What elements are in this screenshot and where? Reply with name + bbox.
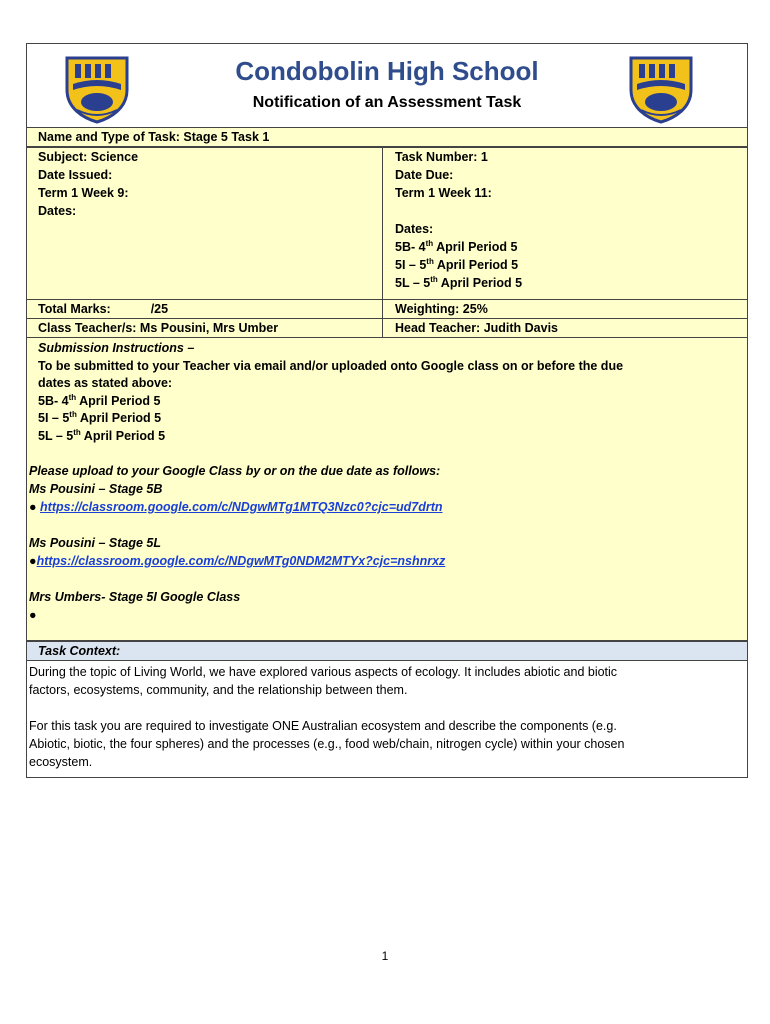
date-issued-dates: Dates: [38, 204, 77, 218]
submission-text: dates as stated above: [38, 376, 173, 390]
header [26, 43, 748, 127]
class-5l-label: Ms Pousini – Stage 5L [29, 536, 161, 550]
school-crest-logo [627, 54, 695, 124]
due-date-item: 5I – 5th April Period 5 [395, 256, 519, 272]
date-issued-term: Term 1 Week 9: [38, 186, 129, 200]
class-5l-link[interactable]: https://classroom.google.com/c/NDgwMTg0NDM2MTYx?cjc=nshnrxz [36, 554, 446, 568]
submission-date-item: 5L – 5th April Period 5 [38, 427, 166, 443]
date-issued-label: Date Issued: [38, 168, 113, 182]
submission-text: To be submitted to your Teacher via email and/or uploaded onto Google class on or before the due [38, 358, 624, 373]
document-subtitle: Notification of an Assessment Task [252, 94, 522, 111]
upload-intro: Please upload to your Google Class by or on the due date as follows: [29, 464, 441, 478]
subject: Subject: Science [38, 150, 139, 164]
due-date-item: 5B- 4th April Period 5 [395, 238, 518, 254]
due-date-item: 5L – 5th April Period 5 [395, 274, 523, 290]
task-name-row [26, 127, 748, 147]
submission-date-item: 5B- 4th April Period 5 [38, 392, 161, 408]
page-number: 1 [381, 949, 389, 963]
class-5i-label: Mrs Umbers- Stage 5I Google Class [29, 590, 241, 604]
date-due-dates: Dates: [395, 222, 434, 236]
bullet-icon: ● [29, 608, 37, 622]
bullet-icon: ● [29, 554, 37, 568]
task-context-heading: Task Context: [26, 641, 748, 661]
class-5b-label: Ms Pousini – Stage 5B [29, 482, 163, 496]
submission-date-item: 5I – 5th April Period 5 [38, 409, 162, 425]
weighting: Weighting: 25% [395, 302, 488, 316]
total-marks: Total Marks: /25 [38, 302, 169, 316]
bullet-icon: ● [29, 500, 37, 514]
assessment-notification [26, 43, 748, 778]
class-5b-link[interactable]: https://classroom.google.com/c/NDgwMTg1MTQ3Nzc0?cjc=ud7drtn [40, 500, 443, 514]
submission-heading: Submission Instructions – [38, 341, 195, 355]
date-due-term: Term 1 Week 11: [395, 186, 492, 200]
task-dates-row [26, 147, 748, 300]
task-context-body [26, 661, 748, 778]
head-teacher: Head Teacher: Judith Davis [395, 321, 559, 335]
context-paragraph: During the topic of Living World, we have explored various aspects of ecology. It includes abiotic and biotic factors, ecosystems, community, and the relationship between them. [29, 665, 618, 697]
context-paragraph: For this task you are required to investigate ONE Australian ecosystem and describe the components (e.g. Abiotic, biotic, the four spheres) and the processes (e.g., food web/chain, nitrogen cycle) within your chosen ecosystem. [29, 719, 625, 769]
marks-row [26, 300, 748, 319]
submission-section [26, 338, 748, 641]
teachers-row [26, 319, 748, 338]
task-name-type: Name and Type of Task: Stage 5 Task 1 [38, 130, 270, 144]
school-name: Condobolin High School [235, 56, 539, 86]
date-due-label: Date Due: [395, 168, 454, 182]
task-number: Task Number: 1 [395, 150, 488, 164]
class-teachers: Class Teacher/s: Ms Pousini, Mrs Umber [38, 321, 279, 335]
